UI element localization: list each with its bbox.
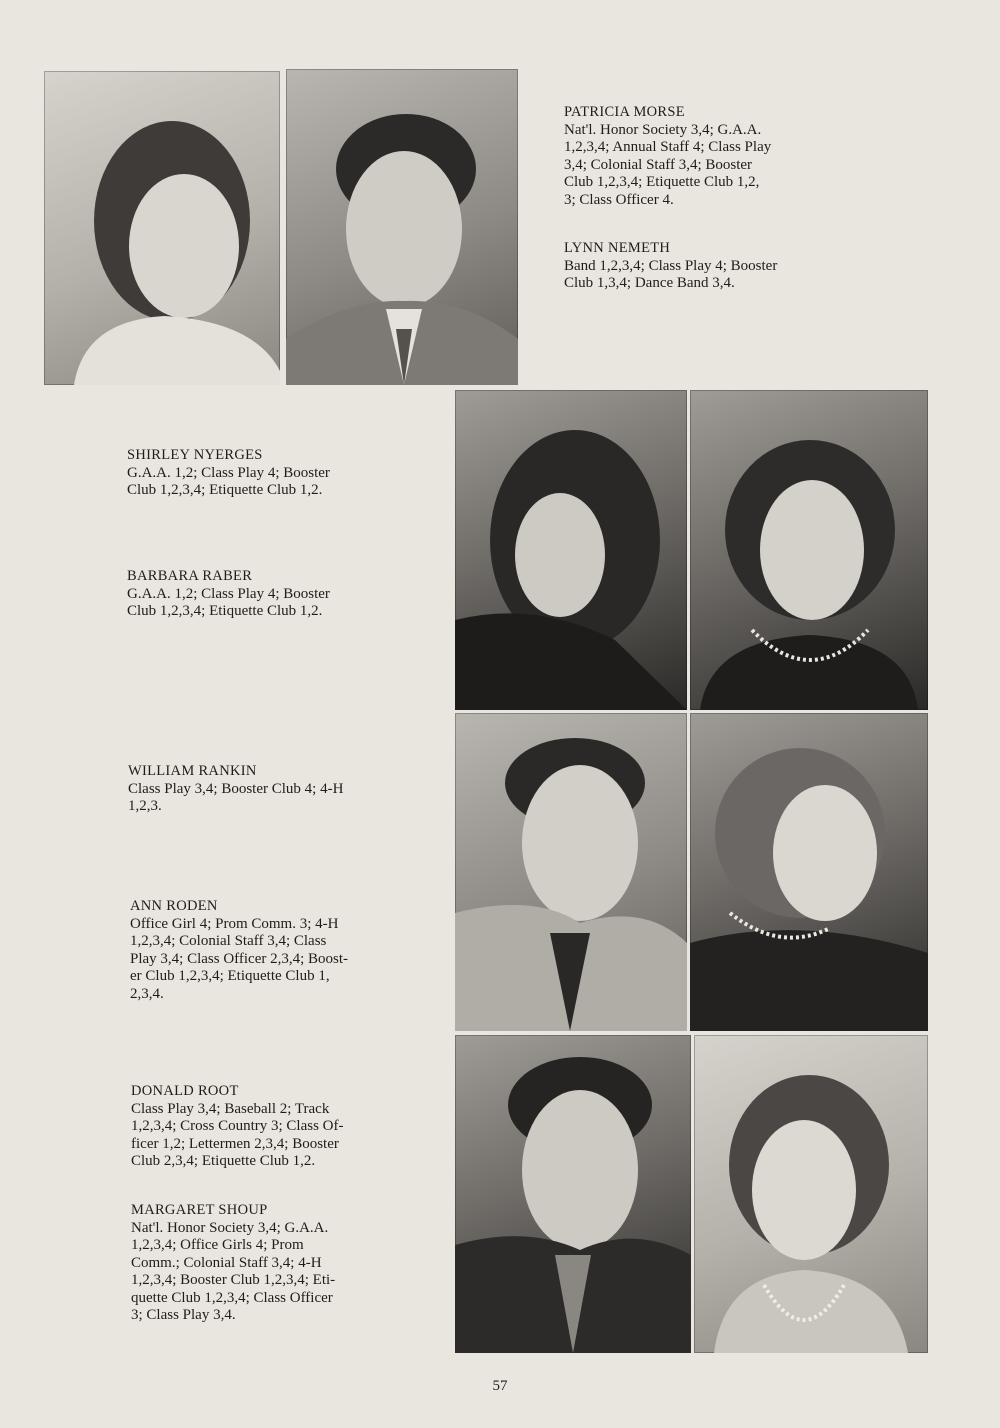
portrait-silhouette-icon	[690, 390, 928, 710]
student-name: DONALD ROOT	[131, 1083, 239, 1099]
bio-lynn-nemeth	[564, 240, 844, 293]
student-name: LYNN NEMETH	[564, 240, 671, 256]
portrait-margaret-shoup	[694, 1035, 928, 1353]
student-activities: Nat'l. Honor Society 3,4; G.A.A. 1,2,3,4; Annual Staff 4; Class Play 3,4; Colonial Staff 3,4; Booster Club 1,2,3,4; Etiquette Club 1,2, 3; Class Officer 4.	[564, 121, 772, 208]
student-name: SHIRLEY NYERGES	[127, 447, 263, 463]
page-number: 57	[492, 1378, 508, 1394]
bio-donald-root	[131, 1083, 431, 1171]
student-activities: Band 1,2,3,4; Class Play 4; Booster Club 1,3,4; Dance Band 3,4.	[564, 257, 778, 291]
portrait-silhouette-icon	[690, 713, 928, 1031]
student-name: ANN RODEN	[130, 898, 218, 914]
portrait-silhouette-icon	[455, 390, 687, 710]
student-activities: Class Play 3,4; Booster Club 4; 4-H 1,2,3.	[128, 780, 344, 814]
student-name: PATRICIA MORSE	[564, 104, 685, 120]
portrait-ann-roden	[690, 713, 928, 1031]
portrait-silhouette-icon	[286, 69, 518, 385]
portrait-barbara-raber	[690, 390, 928, 710]
portrait-lynn-nemeth	[286, 69, 518, 385]
bio-william-rankin	[128, 763, 428, 816]
portrait-silhouette-icon	[694, 1035, 928, 1353]
bio-margaret-shoup	[131, 1202, 431, 1325]
portrait-shirley-nyerges	[455, 390, 687, 710]
student-name: MARGARET SHOUP	[131, 1202, 268, 1218]
bio-patricia-morse	[564, 104, 844, 209]
bio-shirley-nyerges	[127, 447, 427, 500]
student-activities: Class Play 3,4; Baseball 2; Track 1,2,3,4; Cross Country 3; Class Of- ficer 1,2; Lettermen 2,3,4; Booster Club 2,3,4; Etiquette Club 1,2.	[131, 1100, 344, 1169]
portrait-patricia-morse	[44, 71, 280, 385]
student-activities: Nat'l. Honor Society 3,4; G.A.A. 1,2,3,4; Office Girls 4; Prom Comm.; Colonial Staff 3,4; 4-H 1,2,3,4; Booster Club 1,2,3,4; Eti- quette Club 1,2,3,4; Class Officer 3; Class Play 3,4.	[131, 1219, 336, 1323]
portrait-william-rankin	[455, 713, 687, 1031]
portrait-silhouette-icon	[455, 713, 687, 1031]
portrait-donald-root	[455, 1035, 691, 1353]
student-name: WILLIAM RANKIN	[128, 763, 257, 779]
portrait-silhouette-icon	[455, 1035, 691, 1353]
portrait-silhouette-icon	[44, 71, 280, 385]
student-activities: G.A.A. 1,2; Class Play 4; Booster Club 1,2,3,4; Etiquette Club 1,2.	[127, 464, 330, 498]
bio-ann-roden	[130, 898, 430, 1003]
bio-barbara-raber	[127, 568, 427, 621]
student-activities: G.A.A. 1,2; Class Play 4; Booster Club 1,2,3,4; Etiquette Club 1,2.	[127, 585, 330, 619]
student-name: BARBARA RABER	[127, 568, 253, 584]
student-activities: Office Girl 4; Prom Comm. 3; 4-H 1,2,3,4; Colonial Staff 3,4; Class Play 3,4; Class Officer 2,3,4; Boost- er Club 1,2,3,4; Etiquette Club 1, 2,3,4.	[130, 915, 349, 1002]
